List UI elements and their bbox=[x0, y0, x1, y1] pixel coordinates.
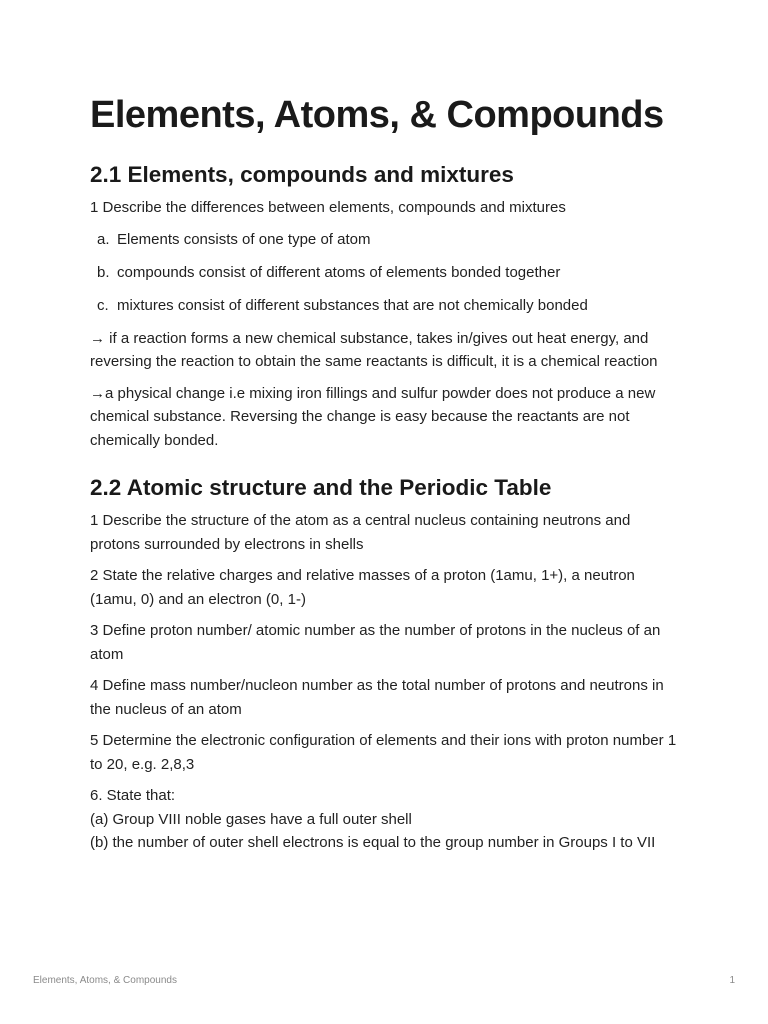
objective-6-line-3: (b) the number of outer shell electrons is equal to the group number in Groups I to VII bbox=[90, 834, 656, 851]
objective-6-line-1: 6. State that: bbox=[90, 787, 176, 804]
section-2-1-intro: 1 Describe the differences between elements, compounds and mixtures bbox=[90, 199, 566, 216]
differences-list bbox=[97, 228, 680, 318]
list-item-text: Elements consists of one type of atom bbox=[117, 230, 371, 248]
physical-change-note: →a physical change i.e mixing iron fillings and sulfur powder does not produce a new chemical substance. Reversing the change is easy because the reactants are not chemically bonded. bbox=[90, 384, 656, 449]
list-item bbox=[97, 294, 680, 318]
section-heading-2-2: 2.2 Atomic structure and the Periodic Table bbox=[90, 475, 552, 500]
objective-3: 3 Define proton number/ atomic number as the number of protons in the nucleus of an atom bbox=[90, 622, 661, 663]
page-title: Elements, Atoms, & Compounds bbox=[90, 94, 664, 136]
list-item-text: mixtures consist of different substances that are not chemically bonded bbox=[117, 296, 588, 314]
chemical-reaction-note: → if a reaction forms a new chemical substance, takes in/gives out heat energy, and reversing the reaction to obtain the same reactants is difficult, it is a chemical reaction bbox=[90, 329, 658, 370]
list-item bbox=[97, 228, 680, 252]
footer-title: Elements, Atoms, & Compounds bbox=[33, 975, 177, 986]
list-marker: a. bbox=[97, 230, 110, 248]
list-item bbox=[97, 261, 680, 285]
page-number: 1 bbox=[729, 975, 735, 986]
objective-5: 5 Determine the electronic configuration of elements and their ions with proton number 1 to 20, e.g. 2,8,3 bbox=[90, 732, 677, 773]
objective-4: 4 Define mass number/nucleon number as the total number of protons and neutrons in the nucleus of an atom bbox=[90, 677, 664, 718]
list-item-text: compounds consist of different atoms of elements bonded together bbox=[117, 263, 561, 281]
objective-2: 2 State the relative charges and relative masses of a proton (1amu, 1+), a neutron (1amu, 0) and an electron (0, 1-) bbox=[90, 567, 635, 608]
section-heading-2-1: 2.1 Elements, compounds and mixtures bbox=[90, 162, 514, 187]
objective-6-line-2: (a) Group VIII noble gases have a full outer shell bbox=[90, 810, 412, 828]
objective-1: 1 Describe the structure of the atom as a central nucleus containing neutrons and protons surrounded by electrons in shells bbox=[90, 512, 631, 553]
list-marker: c. bbox=[97, 296, 109, 314]
list-marker: b. bbox=[97, 263, 110, 281]
document-page bbox=[90, 92, 680, 863]
objective-6 bbox=[90, 784, 680, 855]
